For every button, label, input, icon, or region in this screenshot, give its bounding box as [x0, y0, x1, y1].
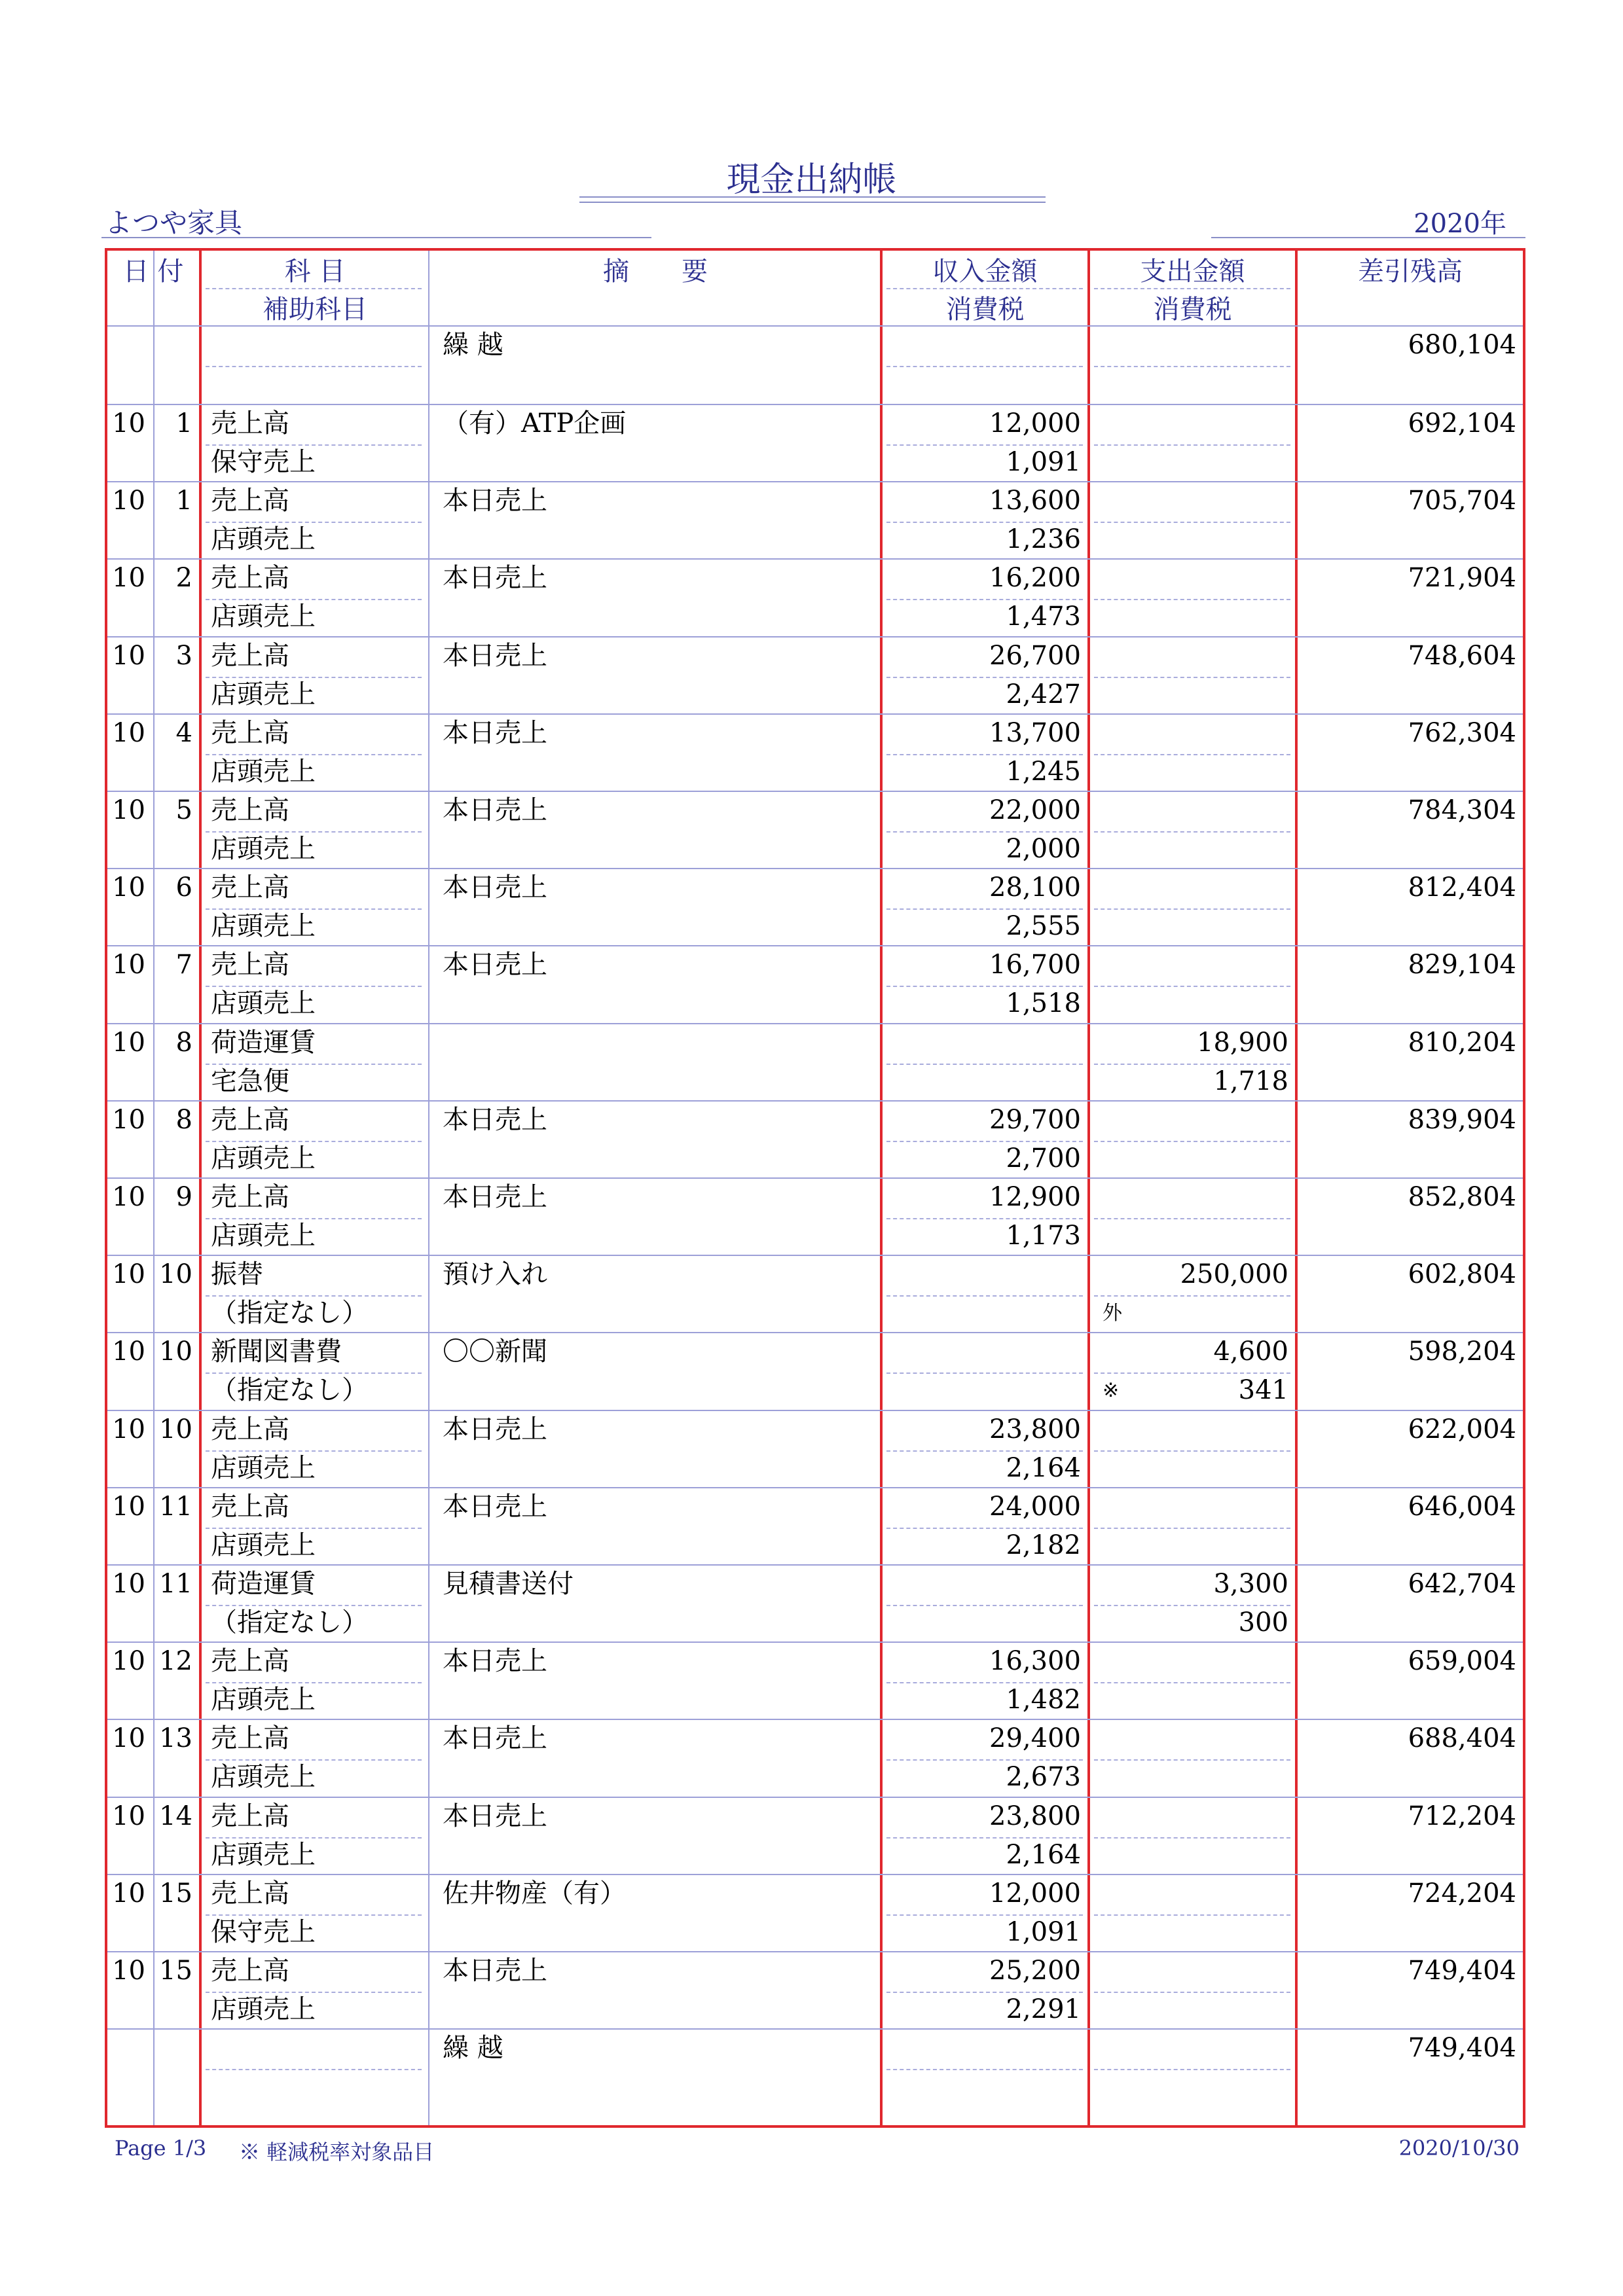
entry-month: 10 [112, 1878, 145, 1909]
row-dash [1094, 1372, 1290, 1374]
row-dash [206, 1914, 422, 1916]
row-dash [1094, 1295, 1290, 1297]
entry-account: 売上高 [211, 1956, 289, 1986]
header-expense-tax: 消費税 [1153, 295, 1232, 325]
row-rule [107, 1332, 1523, 1333]
entry-balance: 642,704 [1408, 1569, 1516, 1599]
header-description: 摘 要 [603, 257, 708, 287]
entry-income: 16,200 [989, 563, 1081, 594]
row-dash [1094, 1682, 1290, 1683]
row-dash [886, 1682, 1083, 1683]
column-divider [428, 251, 429, 2125]
row-dash [1094, 908, 1290, 910]
entry-description: 預け入れ [443, 1259, 547, 1290]
entry-sub-account: 店頭売上 [211, 988, 316, 1019]
row-dash [206, 754, 422, 755]
footnote: ※ 軽減税率対象品目 [239, 2140, 435, 2164]
entry-day: 6 [175, 872, 192, 903]
row-rule [107, 1410, 1523, 1411]
entry-balance: 721,904 [1408, 563, 1516, 594]
row-rule [107, 404, 1523, 405]
date-divider [153, 251, 155, 2125]
entry-income: 28,100 [989, 872, 1081, 903]
entry-month: 10 [112, 1336, 145, 1367]
row-dash [206, 1759, 422, 1761]
row-dash [886, 366, 1083, 367]
row-rule [107, 1255, 1523, 1256]
entry-balance: 692,104 [1408, 408, 1516, 439]
entry-income-tax: 1,236 [1006, 524, 1081, 555]
entry-income: 13,600 [989, 486, 1081, 516]
entry-description: 本日売上 [443, 1414, 547, 1444]
entry-income: 12,900 [989, 1182, 1081, 1212]
row-rule [107, 1874, 1523, 1875]
row-rule [107, 713, 1523, 715]
entry-day: 11 [159, 1491, 192, 1522]
row-dash [886, 522, 1083, 523]
row-dash [206, 1295, 422, 1297]
entry-income: 26,700 [989, 640, 1081, 671]
entry-sub-account: 店頭売上 [211, 1452, 316, 1483]
row-dash [1094, 1992, 1290, 1993]
entry-month: 10 [112, 1491, 145, 1522]
entry-balance: 839,904 [1408, 1104, 1516, 1135]
row-dash [886, 1605, 1083, 1606]
entry-income-tax: 1,518 [1006, 988, 1081, 1019]
entry-description: 本日売上 [443, 1104, 547, 1135]
entry-balance: 598,204 [1408, 1336, 1516, 1367]
entry-day: 14 [159, 1801, 192, 1831]
entry-sub-account: （指定なし） [211, 1375, 368, 1406]
row-dash [206, 1837, 422, 1839]
entry-month: 10 [112, 950, 145, 980]
entry-description: 本日売上 [443, 1723, 547, 1754]
row-rule [107, 1951, 1523, 1952]
row-rule [107, 868, 1523, 869]
row-dash [886, 831, 1083, 833]
entry-balance: 812,404 [1408, 872, 1516, 903]
entry-balance: 852,804 [1408, 1182, 1516, 1212]
row-rule [107, 1023, 1523, 1024]
entry-balance: 688,404 [1408, 1723, 1516, 1754]
row-dash [206, 1372, 422, 1374]
row-dash [886, 1218, 1083, 1219]
row-rule [107, 2028, 1523, 2030]
entry-income: 22,000 [989, 795, 1081, 825]
entry-sub-account: 店頭売上 [211, 1530, 316, 1560]
entry-income-tax: 2,164 [1006, 1839, 1081, 1870]
tax-mark: ※ [1103, 1379, 1120, 1403]
entry-month: 10 [112, 1104, 145, 1135]
title-underline [579, 202, 1046, 203]
entry-description: 本日売上 [443, 640, 547, 671]
row-dash [1094, 1914, 1290, 1916]
entry-balance: 724,204 [1408, 1878, 1516, 1909]
entry-month: 10 [112, 1956, 145, 1986]
row-dash [886, 599, 1083, 600]
row-dash [1094, 2069, 1290, 2070]
row-rule [107, 1641, 1523, 1643]
entry-income: 13,700 [989, 717, 1081, 748]
carry-forward-balance: 680,104 [1408, 330, 1516, 360]
entry-sub-account: 店頭売上 [211, 834, 316, 864]
entry-sub-account: 店頭売上 [211, 1994, 316, 2024]
entry-description: 本日売上 [443, 1801, 547, 1831]
entry-month: 10 [112, 563, 145, 594]
entry-day: 4 [175, 717, 192, 748]
entry-description: 本日売上 [443, 950, 547, 980]
entry-account: 売上高 [211, 1801, 289, 1831]
entry-income-tax: 2,555 [1006, 911, 1081, 942]
page-title: 現金出納帳 [726, 160, 897, 200]
entry-day: 10 [159, 1336, 192, 1367]
entry-sub-account: 店頭売上 [211, 1143, 316, 1174]
entry-account: 荷造運賃 [211, 1569, 316, 1599]
column-divider [199, 251, 202, 2125]
row-rule [107, 945, 1523, 946]
header-balance: 差引残高 [1358, 257, 1463, 287]
row-dash [1094, 1141, 1290, 1142]
entry-month: 10 [112, 717, 145, 748]
entry-day: 13 [159, 1723, 192, 1754]
row-dash [1094, 444, 1290, 446]
entry-expense: 3,300 [1213, 1569, 1288, 1599]
header-bottom-rule [107, 325, 1523, 327]
entry-day: 10 [159, 1259, 192, 1290]
entry-income: 23,800 [989, 1414, 1081, 1444]
row-dash [206, 1218, 422, 1219]
entry-balance: 602,804 [1408, 1259, 1516, 1290]
entry-balance: 762,304 [1408, 717, 1516, 748]
entry-account: 売上高 [211, 950, 289, 980]
entry-sub-account: 店頭売上 [211, 1839, 316, 1870]
entry-account: 売上高 [211, 486, 289, 516]
entry-description: 本日売上 [443, 1646, 547, 1677]
entry-balance: 829,104 [1408, 950, 1516, 980]
print-date: 2020/10/30 [1398, 2136, 1520, 2161]
entry-sub-account: 保守売上 [211, 447, 316, 477]
entry-account: 荷造運賃 [211, 1027, 316, 1058]
entry-account: 売上高 [211, 1182, 289, 1212]
cash-ledger-table [105, 248, 1525, 2128]
entry-income: 29,700 [989, 1104, 1081, 1135]
entry-income: 12,000 [989, 1878, 1081, 1909]
entry-income: 23,800 [989, 1801, 1081, 1831]
entry-month: 10 [112, 640, 145, 671]
row-dash [206, 1141, 422, 1142]
row-rule [107, 1797, 1523, 1798]
row-dash [206, 599, 422, 600]
tax-mark: 外 [1103, 1302, 1122, 1325]
entry-income: 24,000 [989, 1491, 1081, 1522]
entry-description: 本日売上 [443, 1491, 547, 1522]
entry-month: 10 [112, 1027, 145, 1058]
entry-day: 15 [159, 1878, 192, 1909]
row-dash [886, 1141, 1083, 1142]
entry-day: 9 [175, 1182, 192, 1212]
row-dash [886, 444, 1083, 446]
entry-day: 2 [175, 563, 192, 594]
company-name: よつや家具 [105, 207, 243, 239]
entry-description: 佐井物産（有） [443, 1878, 626, 1909]
entry-income-tax: 2,000 [1006, 834, 1081, 864]
entry-balance: 705,704 [1408, 486, 1516, 516]
entry-description: 本日売上 [443, 795, 547, 825]
entry-account: 売上高 [211, 795, 289, 825]
entry-day: 1 [175, 408, 192, 439]
entry-description: 本日売上 [443, 1956, 547, 1986]
carry-forward-label: 繰 越 [443, 330, 503, 360]
row-dash [886, 1450, 1083, 1452]
year-underline [1211, 237, 1525, 238]
entry-day: 1 [175, 486, 192, 516]
header-expense: 支出金額 [1140, 257, 1245, 287]
carry-forward-label: 繰 越 [443, 2033, 503, 2064]
row-rule [107, 1719, 1523, 1720]
entry-income: 29,400 [989, 1723, 1081, 1754]
entry-account: 売上高 [211, 1414, 289, 1444]
header-sub-account: 補助科目 [263, 295, 367, 325]
company-underline [101, 237, 651, 238]
row-dash [206, 1064, 422, 1065]
row-dash [1094, 1218, 1290, 1219]
row-rule [107, 1564, 1523, 1566]
header-account: 科 目 [284, 257, 346, 287]
entry-income: 25,200 [989, 1956, 1081, 1986]
row-dash [1094, 677, 1290, 678]
entry-expense-tax: 300 [1238, 1607, 1288, 1638]
entry-income: 16,700 [989, 950, 1081, 980]
row-dash [1094, 1450, 1290, 1452]
row-dash [886, 1759, 1083, 1761]
entry-sub-account: 店頭売上 [211, 1221, 316, 1251]
entry-expense-tax: 1,718 [1213, 1066, 1288, 1096]
row-dash [886, 1064, 1083, 1065]
entry-description: 本日売上 [443, 717, 547, 748]
entry-income-tax: 2,182 [1006, 1530, 1081, 1560]
row-dash [206, 831, 422, 833]
entry-account: 売上高 [211, 1723, 289, 1754]
entry-sub-account: 店頭売上 [211, 911, 316, 942]
entry-account: 売上高 [211, 408, 289, 439]
row-dash [206, 908, 422, 910]
entry-description: （有）ATP企画 [443, 408, 627, 439]
entry-day: 10 [159, 1414, 192, 1444]
row-rule [107, 1487, 1523, 1488]
row-dash [886, 1992, 1083, 1993]
entry-income-tax: 2,673 [1006, 1762, 1081, 1793]
row-dash [886, 1914, 1083, 1916]
entry-month: 10 [112, 408, 145, 439]
entry-balance: 622,004 [1408, 1414, 1516, 1444]
row-dash [1094, 754, 1290, 755]
entry-balance: 784,304 [1408, 795, 1516, 825]
header-income: 収入金額 [932, 257, 1038, 287]
entry-balance: 659,004 [1408, 1646, 1516, 1677]
row-dash [1094, 599, 1290, 600]
entry-account: 売上高 [211, 1491, 289, 1522]
row-dash [206, 522, 422, 523]
row-dash [1094, 366, 1290, 367]
entry-day: 3 [175, 640, 192, 671]
entry-income-tax: 2,291 [1006, 1994, 1081, 2024]
fiscal-year: 2020年 [1413, 209, 1506, 239]
entry-income-tax: 1,482 [1006, 1685, 1081, 1715]
row-dash [206, 677, 422, 678]
entry-month: 10 [112, 1646, 145, 1677]
entry-sub-account: 店頭売上 [211, 524, 316, 555]
entry-sub-account: 店頭売上 [211, 1762, 316, 1793]
entry-income-tax: 2,427 [1006, 679, 1081, 709]
row-dash [886, 677, 1083, 678]
row-dash [886, 1372, 1083, 1374]
row-dash [886, 754, 1083, 755]
entry-income-tax: 1,173 [1006, 1221, 1081, 1251]
row-dash [206, 1682, 422, 1683]
entry-sub-account: （指定なし） [211, 1607, 368, 1638]
entry-income-tax: 2,164 [1006, 1452, 1081, 1483]
entry-account: 売上高 [211, 1878, 289, 1909]
row-dash [1094, 1605, 1290, 1606]
entry-sub-account: 店頭売上 [211, 1685, 316, 1715]
entry-account: 売上高 [211, 640, 289, 671]
entry-month: 10 [112, 486, 145, 516]
entry-sub-account: 店頭売上 [211, 601, 316, 632]
entry-month: 10 [112, 795, 145, 825]
entry-account: 売上高 [211, 717, 289, 748]
entry-day: 8 [175, 1027, 192, 1058]
entry-day: 7 [175, 950, 192, 980]
entry-day: 12 [159, 1646, 192, 1677]
entry-income: 16,300 [989, 1646, 1081, 1677]
entry-month: 10 [112, 1259, 145, 1290]
entry-month: 10 [112, 1569, 145, 1599]
entry-balance: 748,604 [1408, 640, 1516, 671]
row-dash [206, 1450, 422, 1452]
entry-sub-account: 店頭売上 [211, 756, 316, 787]
row-dash [206, 444, 422, 446]
entry-expense: 18,900 [1197, 1027, 1288, 1058]
row-dash [886, 1528, 1083, 1529]
entry-balance: 646,004 [1408, 1491, 1516, 1522]
row-dash [1094, 522, 1290, 523]
title-underline [579, 196, 1046, 198]
row-dash [206, 986, 422, 987]
entry-balance: 810,204 [1408, 1027, 1516, 1058]
entry-income-tax: 1,473 [1006, 601, 1081, 632]
entry-description: 〇〇新聞 [443, 1336, 547, 1367]
row-dash [206, 366, 422, 367]
row-dash [206, 1992, 422, 1993]
entry-balance: 712,204 [1408, 1801, 1516, 1831]
entry-account: 売上高 [211, 1646, 289, 1677]
header-date: 日 付 [122, 257, 184, 287]
row-rule [107, 481, 1523, 482]
entry-income-tax: 1,245 [1006, 756, 1081, 787]
entry-expense-tax: 341 [1238, 1375, 1288, 1406]
row-dash [886, 908, 1083, 910]
row-dash [886, 1837, 1083, 1839]
entry-income-tax: 1,091 [1006, 1916, 1081, 1947]
entry-description: 本日売上 [443, 1182, 547, 1212]
entry-day: 5 [175, 795, 192, 825]
entry-sub-account: 保守売上 [211, 1916, 316, 1947]
entry-month: 10 [112, 872, 145, 903]
row-dash [1094, 1064, 1290, 1065]
entry-account: 振替 [211, 1259, 263, 1290]
row-rule [107, 791, 1523, 792]
entry-account: 売上高 [211, 1104, 289, 1135]
row-dash [1094, 986, 1290, 987]
entry-expense: 4,600 [1213, 1336, 1288, 1367]
entry-description: 見積書送付 [443, 1569, 574, 1599]
row-rule [107, 558, 1523, 560]
row-dash [206, 2069, 422, 2070]
entry-month: 10 [112, 1723, 145, 1754]
entry-description: 本日売上 [443, 563, 547, 594]
page-number: Page 1/3 [115, 2136, 207, 2161]
row-dash [886, 2069, 1083, 2070]
entry-sub-account: 店頭売上 [211, 679, 316, 709]
row-rule [107, 1177, 1523, 1179]
entry-day: 11 [159, 1569, 192, 1599]
entry-balance: 749,404 [1408, 1956, 1516, 1986]
entry-account: 売上高 [211, 872, 289, 903]
entry-account: 新聞図書費 [211, 1336, 342, 1367]
entry-income: 12,000 [989, 408, 1081, 439]
entry-day: 15 [159, 1956, 192, 1986]
entry-income-tax: 2,700 [1006, 1143, 1081, 1174]
entry-description: 本日売上 [443, 872, 547, 903]
row-dash [206, 1605, 422, 1606]
row-rule [107, 636, 1523, 637]
row-dash [1094, 831, 1290, 833]
row-dash [1094, 1837, 1290, 1839]
row-dash [886, 986, 1083, 987]
row-dash [1094, 1528, 1290, 1529]
entry-day: 8 [175, 1104, 192, 1135]
row-dash [1094, 1759, 1290, 1761]
entry-expense: 250,000 [1180, 1259, 1288, 1290]
carry-forward-balance: 749,404 [1408, 2033, 1516, 2064]
entry-account: 売上高 [211, 563, 289, 594]
entry-month: 10 [112, 1414, 145, 1444]
entry-description: 本日売上 [443, 486, 547, 516]
header-income-tax: 消費税 [945, 295, 1025, 325]
entry-income-tax: 1,091 [1006, 447, 1081, 477]
entry-month: 10 [112, 1182, 145, 1212]
entry-sub-account: 宅急便 [211, 1066, 289, 1096]
row-dash [206, 1528, 422, 1529]
entry-month: 10 [112, 1801, 145, 1831]
column-divider [1087, 251, 1090, 2125]
row-rule [107, 1100, 1523, 1102]
row-dash [886, 1295, 1083, 1297]
entry-sub-account: （指定なし） [211, 1298, 368, 1329]
